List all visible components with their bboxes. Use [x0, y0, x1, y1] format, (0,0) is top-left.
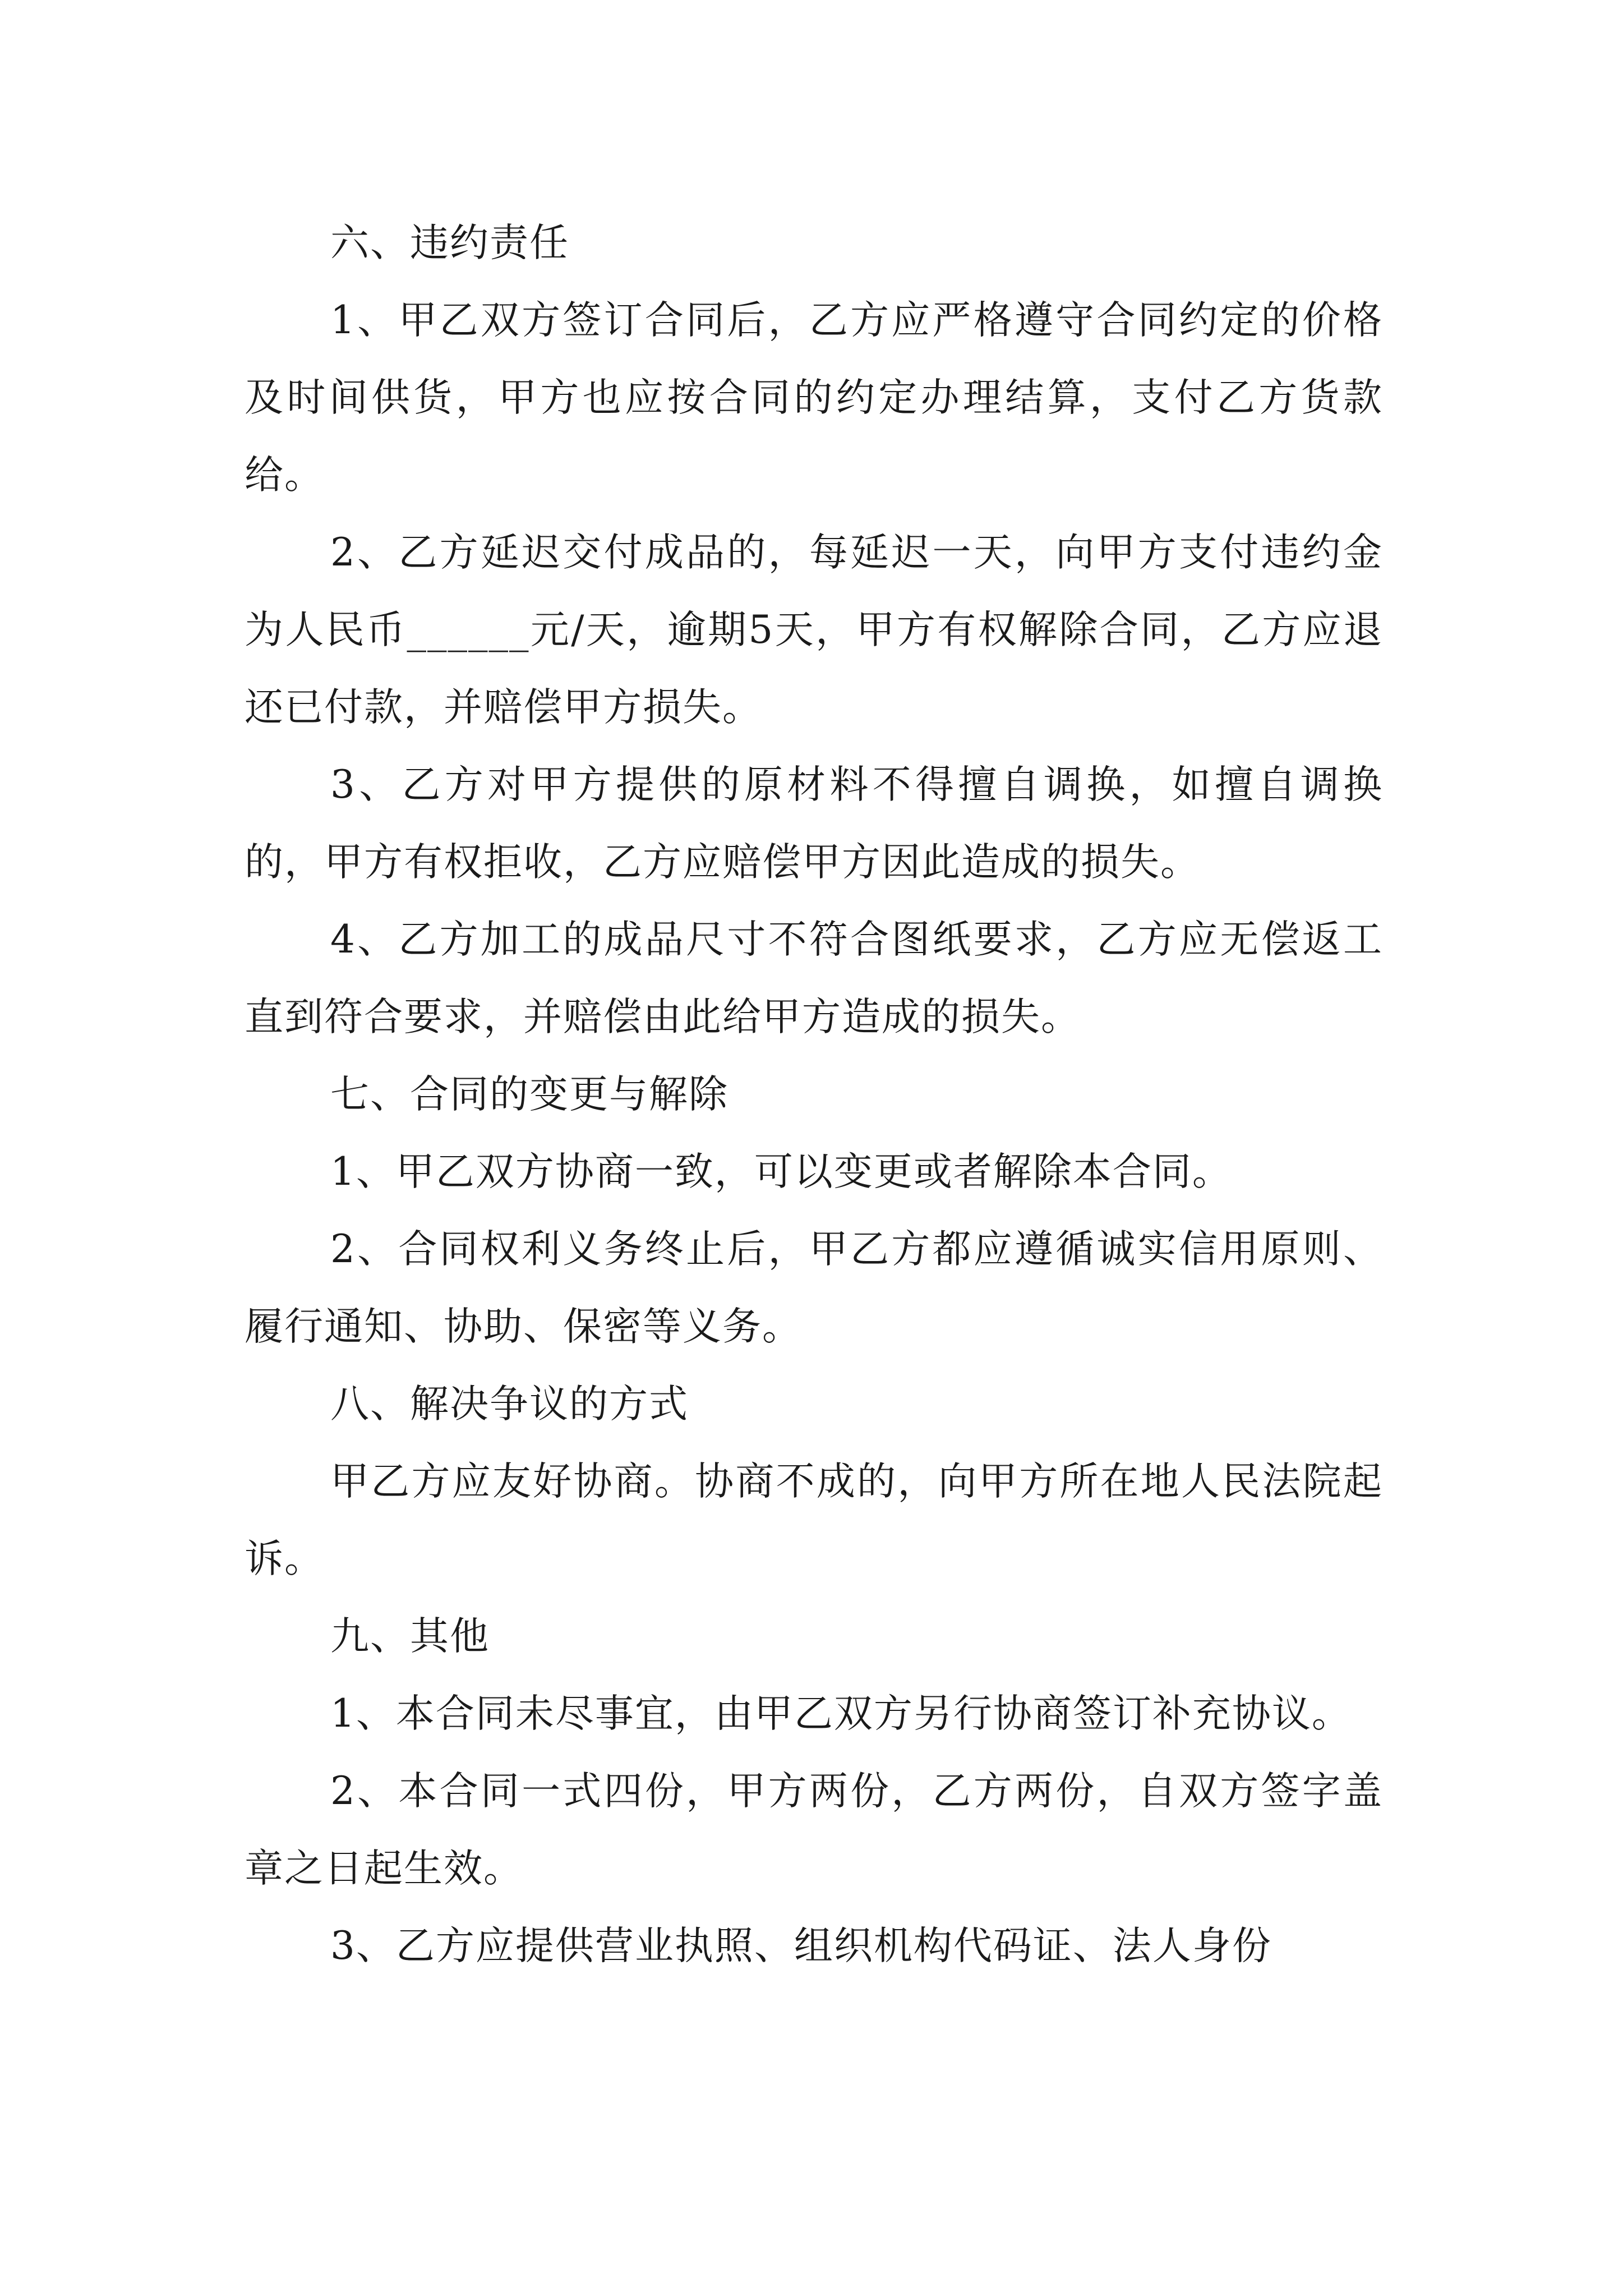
paragraph: 3、乙方对甲方提供的原材料不得擅自调换，如擅自调换的，甲方有权拒收，乙方应赔偿甲方因此造成的损失。 — [245, 762, 1383, 885]
paragraph: 1、甲乙双方签订合同后，乙方应严格遵守合同约定的价格及时间供货，甲方也应按合同的约定办理结算，支付乙方货款给。 — [245, 298, 1383, 498]
paragraph: 3、乙方应提供营业执照、组织机构代码证、法人身份 — [330, 1924, 1272, 1968]
paragraph: 4、乙方加工的成品尺寸不符合图纸要求，乙方应无偿返工直到符合要求，并赔偿由此给甲方造成的损失。 — [245, 917, 1383, 1039]
section-heading-breach: 六、违约责任 — [330, 220, 569, 265]
section-heading-dispute: 八、解决争议的方式 — [330, 1382, 689, 1427]
paragraph: 2、本合同一式四份，甲方两份，乙方两份，自双方签字盖章之日起生效。 — [245, 1769, 1383, 1891]
section-heading-change: 七、合同的变更与解除 — [330, 1072, 728, 1117]
paragraph: 2、乙方延迟交付成品的，每延迟一天，向甲方支付违约金为人民币______元/天，逾期5天，甲方有权解除合同，乙方应退还已付款，并赔偿甲方损失。 — [245, 530, 1383, 730]
section-heading-other: 九、其他 — [330, 1614, 490, 1659]
paragraph: 1、甲乙双方协商一致，可以变更或者解除本合同。 — [330, 1149, 1232, 1194]
document-body — [245, 204, 1383, 1985]
paragraph: 甲乙方应友好协商。协商不成的，向甲方所在地人民法院起诉。 — [245, 1459, 1383, 1581]
paragraph: 1、本合同未尽事宜，由甲乙双方另行协商签订补充协议。 — [330, 1691, 1352, 1736]
paragraph: 2、合同权利义务终止后，甲乙方都应遵循诚实信用原则、履行通知、协助、保密等义务。 — [245, 1227, 1383, 1349]
